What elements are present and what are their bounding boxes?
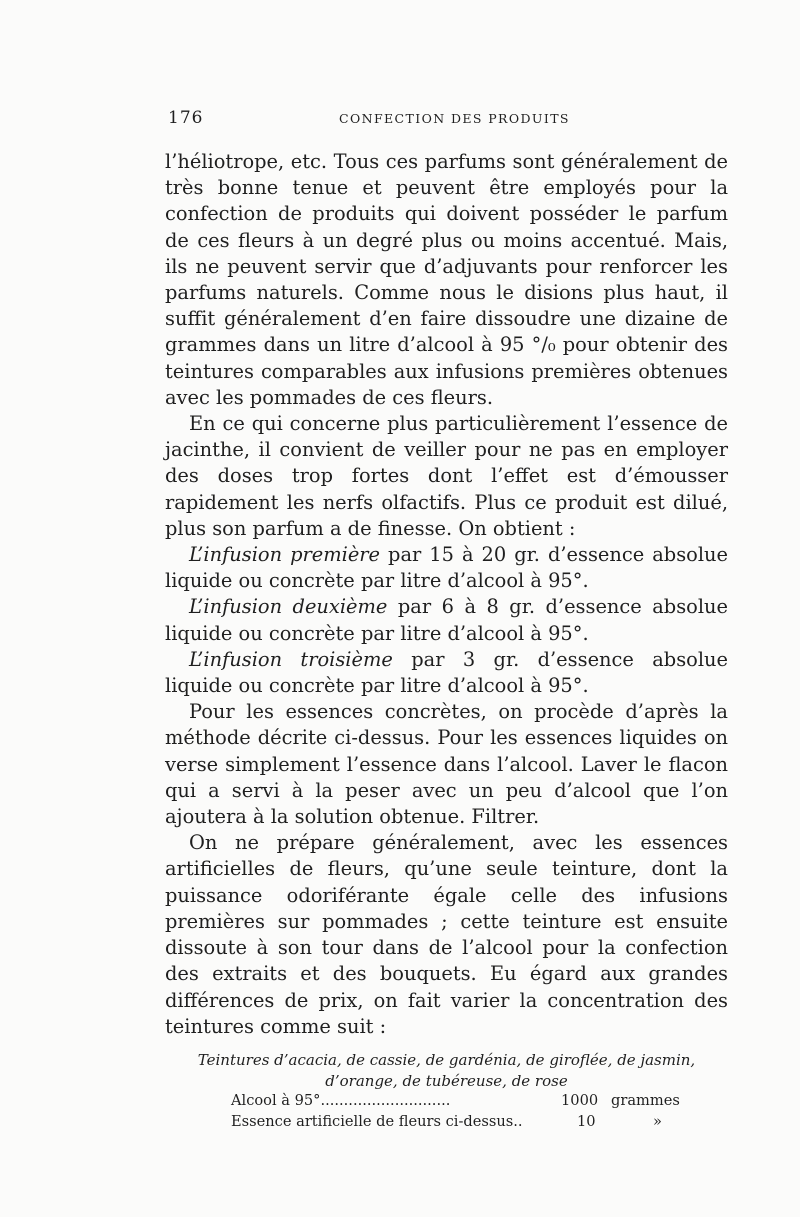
formula-caption-line1: Teintures d’acacia, de cassie, de gardénia, de giroflée, de jasmin, [197, 1050, 696, 1069]
paragraph-jacinthe: En ce qui concerne plus particulièrement l’essence de jacinthe, il convient de veiller pour ne pas en employer des doses trop fortes dont l’effet est d’émousser rapidement les nerfs olfactifs. Plus ce produit est dilué, plus son parfum a de finesse. On obtient : [165, 412, 728, 540]
formula-unit: » [653, 1112, 662, 1130]
formula-caption-line2: d’orange, de tubéreuse, de rose [325, 1071, 568, 1090]
infusion-premiere [165, 542, 728, 594]
page-number: 176 [168, 108, 204, 128]
formula-item: Alcool à 95°............................ [231, 1091, 451, 1109]
infusion-troisieme [165, 647, 728, 699]
formula-block [165, 1050, 728, 1134]
formula-quantity: 1000 [561, 1091, 599, 1109]
book-page [165, 108, 728, 1134]
paragraph-artificielles: On ne prépare généralement, avec les essences artificielles de fleurs, qu’une seule teinture, dont la puissance odoriférante égale celle des infusions premières sur pommades ; cette teinture est ensuite dissoute à son tour dans de l’alcool pour la confection des extraits et des bouquets. Eu égard aux grandes différences de prix, on fait varier la concentration des teintures comme suit : [165, 831, 728, 1038]
infusion-deuxieme [165, 594, 728, 646]
formula-row [231, 1113, 671, 1134]
infusion-deuxieme-label: L’infusion deuxième [189, 595, 388, 619]
infusion-troisieme-text: par 3 gr. d’essence absolue liquide ou concrète par litre d’alcool à 95°. [165, 647, 728, 698]
formula-item: Essence artificielle de fleurs ci-dessus.. [231, 1112, 523, 1130]
page-header [165, 108, 728, 140]
infusion-premiere-label: L’infusion première [189, 543, 381, 567]
running-head: CONFECTION DES PRODUITS [339, 111, 570, 126]
paragraph-continued: l’héliotrope, etc. Tous ces parfums sont généralement de très bonne tenue et peuvent être employés pour la confection de produits qui doivent posséder le parfum de ces fleurs à un degré plus ou moins accentué. Mais, ils ne peuvent servir que d’adjuvants pour renforcer les parfums naturels. Comme nous le disions plus haut, il suffit généralement d’en faire dissoudre une dizaine de grammes dans un litre d’alcool à 95 °/₀ pour obtenir des teintures comparables aux infusions premières obtenues avec les pommades de ces fleurs. [165, 150, 728, 409]
formula-quantity: 10 [577, 1112, 596, 1130]
body-text [165, 149, 728, 1040]
formula-caption [165, 1050, 728, 1092]
formula-unit: grammes [611, 1091, 680, 1109]
infusion-deuxieme-text: par 6 à 8 gr. d’essence absolue liquide ou concrète par litre d’alcool à 95°. [165, 595, 729, 645]
infusion-premiere-text: par 15 à 20 gr. d’essence absolue liquide ou concrète par litre d’alcool à 95°. [165, 543, 728, 593]
paragraph-concretes: Pour les essences concrètes, on procède d’après la méthode décrite ci-dessus. Pour les essences liquides on verse simplement l’essence dans l’alcool. Laver le flacon qui a servi à la peser avec un peu d’alcool que l’on ajoutera à la solution obtenue. Filtrer. [165, 700, 728, 829]
infusion-troisieme-label: L’infusion troisième [189, 647, 393, 671]
formula-row [231, 1091, 680, 1113]
